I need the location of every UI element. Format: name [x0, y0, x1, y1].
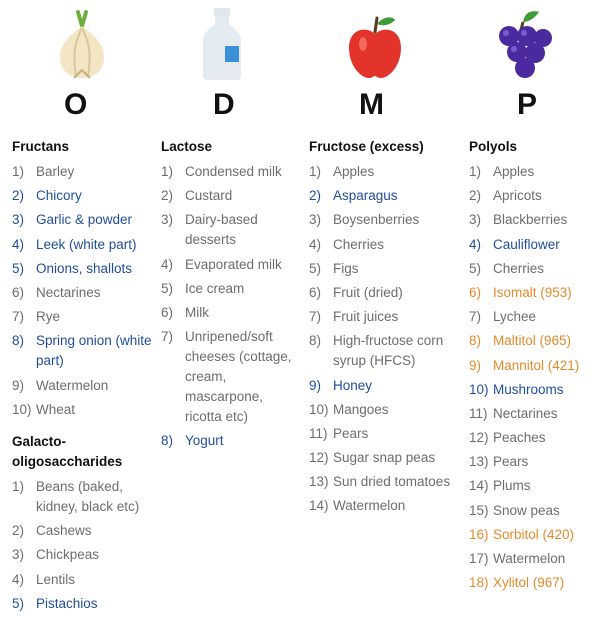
list-galacto [12, 477, 152, 618]
list-item-number: 13) [469, 454, 489, 470]
list-item-text: Blackberries [493, 212, 568, 228]
letter-d: D [213, 88, 235, 121]
list-item-number: 9) [469, 357, 482, 373]
list-item-text: Evaporated milk [185, 256, 282, 272]
section-title-fructans: Fructans [12, 139, 70, 154]
list-item-number: 10) [12, 401, 32, 417]
list-item-number: 11) [469, 405, 488, 421]
list-item-number: 2) [12, 523, 25, 539]
list-item [469, 210, 599, 230]
list-item-text: Lychee [493, 309, 537, 325]
list-item [12, 259, 152, 279]
list-item [469, 283, 599, 303]
list-item [309, 210, 459, 230]
list-polyols [469, 162, 599, 597]
list-item [469, 501, 599, 521]
list-item-text: Ice cream [185, 280, 245, 296]
list-item-text: Pears [333, 425, 369, 441]
list-item-number: 4) [309, 236, 322, 252]
list-item [469, 573, 599, 593]
letter-p: P [517, 88, 538, 121]
list-item [309, 283, 459, 303]
list-item-number: 8) [12, 333, 25, 349]
list-item [469, 549, 599, 569]
list-item-text: Honey [333, 377, 373, 393]
section-title-lactose: Lactose [161, 139, 213, 154]
list-item-number: 10) [309, 401, 329, 417]
list-item-text: Sorbitol (420) [493, 526, 575, 542]
letter-o: O [64, 88, 88, 121]
list-item [309, 235, 459, 255]
list-item [12, 477, 152, 517]
list-item-number: 4) [12, 236, 25, 252]
list-item [161, 255, 301, 275]
list-item-text: Spring onion (white part) [36, 333, 152, 369]
list-item-number: 2) [12, 188, 25, 204]
list-item [309, 448, 459, 468]
list-item-text: Chicory [36, 188, 82, 204]
section-title-galacto-text: Galacto-oligosaccharides [12, 434, 123, 469]
list-item-number: 6) [161, 304, 174, 320]
list-item-text: Milk [185, 304, 209, 320]
list-item-number: 5) [161, 280, 174, 296]
list-item-number: 2) [161, 188, 174, 204]
list-item [161, 431, 301, 451]
list-item-text: Apples [333, 164, 375, 179]
list-item-text: High-fructose corn syrup (HFCS) [333, 333, 444, 369]
list-item-text: Nectarines [36, 284, 101, 300]
list-item-number: 4) [12, 571, 25, 587]
list-item [12, 186, 152, 206]
list-item-number: 9) [309, 377, 322, 393]
list-item-text: Plums [493, 478, 531, 494]
list-item-number: 2) [469, 188, 482, 204]
list-item-number: 3) [161, 212, 174, 228]
list-item-number: 5) [309, 260, 322, 276]
list-item-text: Cherries [333, 236, 385, 252]
list-item [161, 186, 301, 206]
list-item-number: 1) [469, 164, 482, 179]
list-item-number: 1) [12, 164, 25, 179]
list-item-number: 12) [469, 430, 489, 446]
list-item [469, 186, 599, 206]
list-item [469, 452, 599, 472]
list-item-text: Isomalt (953) [493, 284, 572, 300]
list-item [12, 400, 152, 420]
list-item-text: Beans (baked, kidney, black etc) [36, 479, 140, 514]
list-item-number: 14) [469, 478, 489, 494]
list-item-number: 6) [309, 284, 322, 300]
list-item [161, 210, 301, 250]
list-item [309, 400, 459, 420]
list-item-number: 5) [12, 595, 25, 611]
list-item [12, 521, 152, 541]
list-lactose [161, 162, 301, 456]
list-item-number: 7) [469, 309, 482, 325]
list-item-text: Sun dried tomatoes [333, 474, 451, 490]
list-item [469, 259, 599, 279]
list-item-number: 6) [469, 284, 482, 300]
grapes-icon [495, 8, 555, 80]
list-item-number: 15) [469, 502, 489, 518]
list-item-text: Rye [36, 309, 61, 325]
list-item-text: Cashews [36, 523, 92, 539]
list-item [12, 331, 152, 371]
list-item [309, 162, 459, 182]
list-item [469, 307, 599, 327]
list-item [309, 186, 459, 206]
list-item-text: Custard [185, 188, 233, 204]
list-item-text: Boysenberries [333, 212, 420, 228]
list-item [12, 376, 152, 396]
list-item-number: 13) [309, 474, 329, 490]
section-title-galacto [12, 432, 137, 472]
section-title-polyols: Polyols [469, 139, 518, 154]
list-item [469, 476, 599, 496]
list-item [469, 525, 599, 545]
list-item [161, 279, 301, 299]
list-item-text: Wheat [36, 401, 76, 417]
list-item-text: Fruit (dried) [333, 284, 403, 300]
list-item-text: Maltitol (965) [493, 333, 572, 349]
list-item [12, 162, 152, 182]
list-item [469, 380, 599, 400]
list-item [309, 331, 459, 371]
list-item-text: Condensed milk [185, 164, 282, 179]
list-item-number: 16) [469, 526, 489, 542]
list-item [12, 283, 152, 303]
list-item-text: Leek (white part) [36, 236, 137, 252]
list-item [161, 327, 301, 427]
onion-icon [52, 8, 112, 80]
list-item-text: Apples [493, 164, 535, 179]
list-item [12, 235, 152, 255]
list-item [12, 594, 152, 614]
list-item-text: Cherries [493, 260, 545, 276]
list-item-number: 18) [469, 575, 489, 591]
list-item-text: Asparagus [333, 188, 398, 204]
list-item [469, 356, 599, 376]
list-item-number: 10) [469, 381, 489, 397]
list-item-number: 5) [12, 260, 25, 276]
list-item-number: 9) [12, 377, 25, 393]
list-item-text: Watermelon [36, 377, 109, 393]
list-item-text: Barley [36, 164, 75, 179]
list-item [161, 303, 301, 323]
list-item-text: Pears [493, 454, 529, 470]
list-item-number: 4) [161, 256, 174, 272]
list-item-text: Yogurt [185, 433, 224, 449]
list-item-text: Mannitol (421) [493, 357, 580, 373]
list-item [12, 545, 152, 565]
list-item-number: 8) [469, 333, 482, 349]
list-item-text: Mangoes [333, 401, 389, 417]
list-item-number: 8) [161, 433, 174, 449]
list-item [12, 210, 152, 230]
list-item-text: Snow peas [493, 502, 560, 518]
list-fructans [12, 162, 152, 424]
list-item-text: Fruit juices [333, 309, 399, 325]
list-item-number: 3) [12, 547, 25, 563]
list-item [12, 307, 152, 327]
list-item-number: 7) [309, 309, 322, 325]
list-item-number: 3) [12, 212, 25, 228]
list-item-text: Nectarines [493, 405, 558, 421]
list-item-text: Sugar snap peas [333, 450, 436, 466]
letter-m: M [359, 88, 384, 121]
list-item-text: Dairy-based desserts [185, 212, 258, 248]
list-item-number: 17) [469, 551, 489, 566]
list-item-number: 11) [309, 425, 328, 441]
list-item-number: 2) [309, 188, 322, 204]
list-item-text: Pistachios [36, 595, 98, 611]
list-item [309, 259, 459, 279]
list-item-number: 3) [469, 212, 482, 228]
apple-icon [345, 8, 405, 80]
list-item [309, 307, 459, 327]
list-item [469, 235, 599, 255]
list-item-number: 8) [309, 333, 322, 349]
list-item-number: 5) [469, 260, 482, 276]
list-item [469, 162, 599, 182]
milk-bottle-icon [193, 8, 253, 80]
list-item [469, 404, 599, 424]
list-item [309, 376, 459, 396]
list-item-text: Figs [333, 260, 359, 276]
list-item-text: Onions, shallots [36, 260, 133, 276]
list-item-number: 1) [12, 479, 25, 494]
list-item-number: 1) [309, 164, 322, 179]
list-item-text: Mushrooms [493, 381, 564, 397]
list-item-text: Chickpeas [36, 547, 100, 563]
list-item-number: 14) [309, 498, 329, 514]
list-item [309, 424, 459, 444]
list-item-text: Watermelon [493, 551, 566, 566]
list-item-text: Apricots [493, 188, 542, 204]
list-item-text: Watermelon [333, 498, 406, 514]
section-title-fructose: Fructose (excess) [309, 139, 424, 154]
list-item-number: 4) [469, 236, 482, 252]
list-item-number: 7) [12, 309, 25, 325]
list-item-text: Lentils [36, 571, 76, 587]
list-item-number: 12) [309, 450, 329, 466]
list-item [161, 162, 301, 182]
list-item [12, 570, 152, 590]
list-item-text: Garlic & powder [36, 212, 133, 228]
list-item-number: 7) [161, 329, 174, 345]
list-item-number: 3) [309, 212, 322, 228]
list-item-text: Unripened/soft cheeses (cottage, cream, mascarpone, ricotta etc) [185, 329, 292, 425]
list-item [469, 331, 599, 351]
list-item-text: Peaches [493, 430, 546, 446]
list-item-number: 1) [161, 164, 174, 179]
list-item [309, 472, 459, 492]
list-item-text: Cauliflower [493, 236, 560, 252]
list-item-number: 6) [12, 284, 25, 300]
list-item-text: Xylitol (967) [493, 575, 565, 591]
list-item [309, 496, 459, 516]
list-item [469, 428, 599, 448]
list-fructose [309, 162, 459, 521]
